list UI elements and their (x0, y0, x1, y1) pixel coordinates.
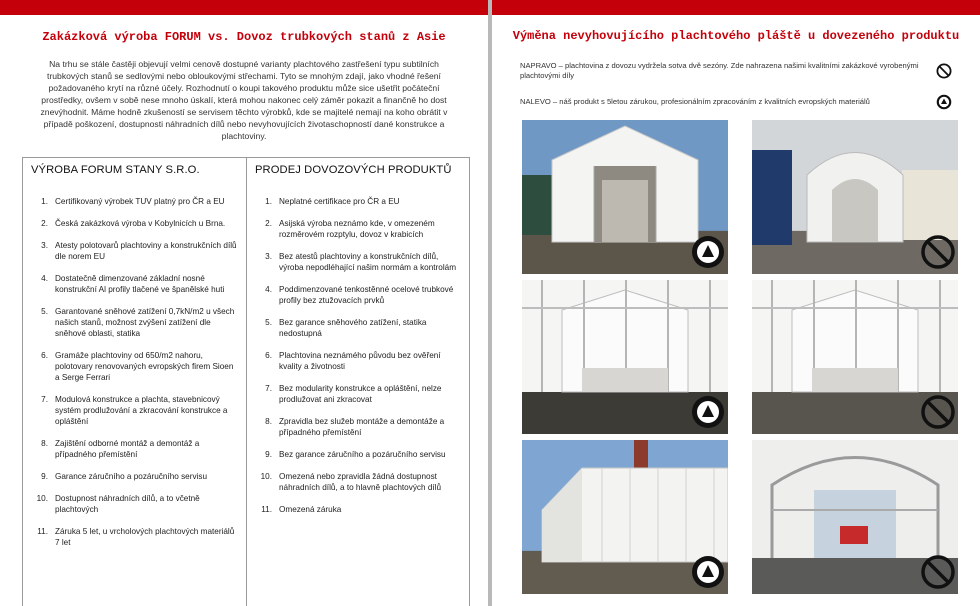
import-list-item (255, 471, 461, 493)
list-number: 11. (261, 505, 272, 514)
forum-column (23, 158, 246, 606)
import-list-item (255, 317, 461, 339)
list-number: 11. (37, 527, 48, 536)
list-text: Certifikovaný výrobek TUV platný pro ČR a EU (55, 197, 225, 206)
intro-paragraph: Na trhu se stále častěji objevují velmi cenově dostupné varianty plachtového zastřešení typu subtilních trubkových stanů se sedlovými nebo obloukovými střechami. Tyto se mnohým zdají, jako vhodné řešení požadovaného krytí na různé účely. Rozhodnutí o koupi takového produktu může sice ušetřit počáteční prostředky, ovšem v sobě nese mnoho úskalí, která mohou nakonec celý záměr pokazit a finančně ho dost znevýhodnit. Máme hodně zkušeností se servisem těchto výrobků, kde se majitelé nemají na koho obrátit v případě poškození, dostupnosti náhradních dílů nebo nevyhovujících životaschopností dané konstrukce a plachtoviny. (40, 59, 448, 141)
photo-old-tent-interior-frame (752, 280, 958, 434)
right-page (492, 0, 980, 606)
list-number: 4. (41, 274, 48, 283)
right-page-top-bar (492, 0, 980, 15)
import-column-heading: PRODEJ DOVOZOVÝCH PRODUKTŮ (255, 164, 452, 176)
forum-list-item (31, 493, 238, 515)
list-number: 6. (265, 351, 272, 360)
list-text: Zpravidla bez služeb montáže a demontáže a případného přemístění (279, 417, 445, 437)
photo-new-tent-exterior-side (522, 440, 728, 594)
forum-list-item (31, 350, 238, 383)
right-page-title: Výměna nevyhovujícího plachtového pláště u dovezeného produktu (512, 29, 960, 43)
forum-list-item (31, 471, 238, 482)
list-number: 3. (41, 241, 48, 250)
list-text: Omezená nebo zpravidla žádná dostupnost náhradních dílů, a to hlavně plachtových dílů (279, 472, 442, 492)
list-number: 4. (265, 285, 272, 294)
import-list (255, 196, 461, 515)
forum-list-item (31, 196, 238, 207)
photo-new-tent-exterior-front (522, 120, 728, 274)
comparison-table (22, 157, 470, 606)
note-left-text: NALEVO – náš produkt s 5letou zárukou, profesionálním zpracováním z kvalitních evropských materiálů (520, 97, 870, 106)
import-list-item (255, 251, 461, 273)
import-list-item (255, 383, 461, 405)
forum-list-item (31, 526, 238, 548)
list-text: Plachtovina neznámého původu bez ověření kvality a životnosti (279, 351, 441, 371)
list-number: 3. (265, 252, 272, 261)
list-number: 9. (41, 472, 48, 481)
forum-list-item (31, 438, 238, 460)
left-page (0, 0, 488, 606)
list-text: Bez garance sněhového zatížení, statika nedostupná (279, 318, 427, 338)
list-text: Garance záručního a pozáručního servisu (55, 472, 208, 481)
list-text: Omezená záruka (279, 505, 342, 514)
forum-list-item (31, 218, 238, 229)
quality-stamp-icon (936, 94, 952, 110)
list-text: Bez modularity konstrukce a opláštění, nelze prodlužovat ani zkracovat (279, 384, 442, 404)
list-text: Bez atestů plachtoviny a konstrukčních dílů, výroba nepodléhající našim normám a kontrolám (279, 252, 457, 272)
list-text: Bez garance záručního a pozáručního servisu (279, 450, 446, 459)
import-column (246, 158, 469, 606)
list-number: 7. (265, 384, 272, 393)
list-number: 5. (265, 318, 272, 327)
forum-column-heading: VÝROBA FORUM STANY S.R.O. (31, 164, 200, 176)
left-page-top-bar (0, 0, 488, 15)
list-text: Poddimenzované tenkostěnné ocelové trubkové profily bez ztužovacích prvků (279, 285, 454, 305)
list-number: 1. (265, 197, 272, 206)
list-number: 7. (41, 395, 48, 404)
forum-list-item (31, 306, 238, 339)
list-number: 10. (260, 472, 272, 481)
list-number: 8. (265, 417, 272, 426)
import-list-item (255, 196, 461, 207)
list-number: 6. (41, 351, 48, 360)
left-page-title: Zakázková výroba FORUM vs. Dovoz trubkových stanů z Asie (42, 30, 446, 44)
list-text: Záruka 5 let, u vrcholových plachtových materiálů 7 let (55, 527, 235, 547)
list-number: 2. (265, 219, 272, 228)
forum-list (31, 196, 238, 548)
forum-list-item (31, 240, 238, 262)
forum-list-item (31, 394, 238, 427)
import-list-item (255, 218, 461, 240)
note-left-photos (520, 94, 952, 110)
list-text: Gramáže plachtoviny od 650/m2 nahoru, polotovary renovovaných evropských firem Sioen a Serge Ferrari (55, 351, 234, 382)
photo-old-arched-tent-open-end (752, 440, 958, 594)
list-text: Atesty polotovarů plachtoviny a konstrukčních dílů dle norem EU (55, 241, 237, 261)
list-number: 9. (265, 450, 272, 459)
list-number: 10. (36, 494, 48, 503)
list-text: Dostupnost náhradních dílů, a to včetně plachtových (55, 494, 200, 514)
photo-new-tent-interior (522, 280, 728, 434)
list-number: 5. (41, 307, 48, 316)
list-text: Česká zakázková výroba v Kobylnicích u Brna. (55, 219, 226, 228)
list-text: Zajištění odborné montáž a demontáž a případného přemístění (55, 439, 200, 459)
import-list-item (255, 284, 461, 306)
list-number: 8. (41, 439, 48, 448)
list-text: Asijská výroba neznámo kde, v omezeném rozměrovém rozptylu, dovoz v krabicích (279, 219, 435, 239)
prohibited-icon (936, 63, 952, 79)
forum-list-item (31, 273, 238, 295)
note-right-photos (520, 61, 952, 81)
list-number: 1. (41, 197, 48, 206)
import-list-item (255, 449, 461, 460)
photo-old-arched-tent-exterior (752, 120, 958, 274)
import-list-item (255, 504, 461, 515)
import-list-item (255, 416, 461, 438)
list-text: Garantované sněhové zatížení 0,7kN/m2 u všech našich stanů, možnost zvýšení zatížení dle sněhové oblasti, statika (55, 307, 235, 338)
note-right-text: NAPRAVO – plachtovina z dovozu vydržela sotva dvě sezóny. Zde nahrazena našimi kvalitními zakázkové vyrobenými plachtovými díly (520, 61, 919, 80)
list-text: Neplatné certifikace pro ČR a EU (279, 197, 400, 206)
list-number: 2. (41, 219, 48, 228)
list-text: Dostatečně dimenzované základní nosné konstrukční Al profily tlačené ve španělské huti (55, 274, 225, 294)
list-text: Modulová konstrukce a plachta, stavebnicový systém prodlužování a zkracování konstrukce a opláštění (55, 395, 228, 426)
import-list-item (255, 350, 461, 372)
